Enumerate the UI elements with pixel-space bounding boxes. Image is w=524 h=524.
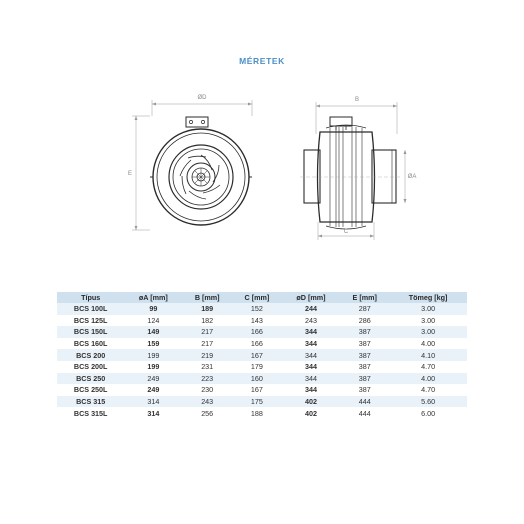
side-c-label: C bbox=[343, 229, 349, 235]
table-cell: 256 bbox=[182, 407, 232, 419]
table-cell: 402 bbox=[282, 396, 341, 408]
table-cell: 175 bbox=[232, 396, 282, 408]
table-cell: 143 bbox=[232, 315, 282, 327]
table-cell: 344 bbox=[282, 326, 341, 338]
table-cell: 244 bbox=[282, 303, 341, 315]
table-cell: 287 bbox=[340, 303, 389, 315]
table-cell: 199 bbox=[124, 361, 182, 373]
table-cell: 387 bbox=[340, 361, 389, 373]
table-cell: 160 bbox=[232, 373, 282, 385]
col-header-type: Típus bbox=[57, 292, 124, 303]
dimensions-table bbox=[57, 292, 467, 419]
table-cell: 167 bbox=[232, 349, 282, 361]
table-cell: 166 bbox=[232, 326, 282, 338]
side-view bbox=[300, 102, 407, 240]
side-a-label: ØA bbox=[407, 174, 417, 180]
table-cell: 149 bbox=[124, 326, 182, 338]
table-cell: 344 bbox=[282, 361, 341, 373]
table-cell: 166 bbox=[232, 338, 282, 350]
table-row bbox=[57, 315, 467, 327]
table-cell: 387 bbox=[340, 326, 389, 338]
front-e-label: E bbox=[127, 171, 133, 177]
table-cell: 249 bbox=[124, 373, 182, 385]
table-cell: 344 bbox=[282, 384, 341, 396]
table-cell: 4.00 bbox=[389, 338, 467, 350]
col-header-c: C [mm] bbox=[232, 292, 282, 303]
table-cell: 217 bbox=[182, 338, 232, 350]
table-cell: 344 bbox=[282, 349, 341, 361]
table-cell: 5.60 bbox=[389, 396, 467, 408]
table-body bbox=[57, 303, 467, 419]
table-cell: 286 bbox=[340, 315, 389, 327]
table-row bbox=[57, 373, 467, 385]
table-cell: 243 bbox=[182, 396, 232, 408]
table-cell: 124 bbox=[124, 315, 182, 327]
table-cell: 3.00 bbox=[389, 315, 467, 327]
table-cell: 167 bbox=[232, 384, 282, 396]
table-cell: 231 bbox=[182, 361, 232, 373]
table-cell-type: BCS 200L bbox=[57, 361, 124, 373]
table-cell: 444 bbox=[340, 407, 389, 419]
table-cell: 152 bbox=[232, 303, 282, 315]
table-cell: 199 bbox=[124, 349, 182, 361]
front-od-label: ØD bbox=[197, 95, 207, 101]
table-cell: 3.00 bbox=[389, 326, 467, 338]
table-cell-type: BCS 200 bbox=[57, 349, 124, 361]
table-cell: 387 bbox=[340, 384, 389, 396]
table-row bbox=[57, 338, 467, 350]
col-header-b: B [mm] bbox=[182, 292, 232, 303]
table-cell: 6.00 bbox=[389, 407, 467, 419]
table-cell: 99 bbox=[124, 303, 182, 315]
table-cell: 159 bbox=[124, 338, 182, 350]
table-cell-type: BCS 250L bbox=[57, 384, 124, 396]
front-view bbox=[132, 100, 252, 230]
table-cell: 314 bbox=[124, 407, 182, 419]
table-cell-type: BCS 315 bbox=[57, 396, 124, 408]
table-cell: 179 bbox=[232, 361, 282, 373]
col-header-weight: Tömeg [kg] bbox=[389, 292, 467, 303]
table-cell: 182 bbox=[182, 315, 232, 327]
table-cell-type: BCS 125L bbox=[57, 315, 124, 327]
table-row bbox=[57, 407, 467, 419]
table-cell: 314 bbox=[124, 396, 182, 408]
table-header-row bbox=[57, 292, 467, 303]
col-header-a: øA [mm] bbox=[124, 292, 182, 303]
table-cell-type: BCS 315L bbox=[57, 407, 124, 419]
table-row bbox=[57, 361, 467, 373]
table-cell: 402 bbox=[282, 407, 341, 419]
table-cell: 217 bbox=[182, 326, 232, 338]
table-cell: 230 bbox=[182, 384, 232, 396]
table-cell: 219 bbox=[182, 349, 232, 361]
table-cell: 4.70 bbox=[389, 384, 467, 396]
table-cell: 3.00 bbox=[389, 303, 467, 315]
table-cell: 223 bbox=[182, 373, 232, 385]
table-cell: 444 bbox=[340, 396, 389, 408]
table-cell: 243 bbox=[282, 315, 341, 327]
table-row bbox=[57, 303, 467, 315]
table-row bbox=[57, 326, 467, 338]
table-cell: 188 bbox=[232, 407, 282, 419]
table-cell: 249 bbox=[124, 384, 182, 396]
table-row bbox=[57, 384, 467, 396]
page-title: MÉRETEK bbox=[239, 56, 285, 66]
table-cell: 4.00 bbox=[389, 373, 467, 385]
table-cell-type: BCS 150L bbox=[57, 326, 124, 338]
table-cell-type: BCS 250 bbox=[57, 373, 124, 385]
table-cell: 4.10 bbox=[389, 349, 467, 361]
table-cell: 344 bbox=[282, 338, 341, 350]
col-header-d: øD [mm] bbox=[282, 292, 341, 303]
col-header-e: E [mm] bbox=[340, 292, 389, 303]
table-cell: 387 bbox=[340, 338, 389, 350]
side-b-label: B bbox=[354, 97, 360, 103]
table-cell: 387 bbox=[340, 349, 389, 361]
table-cell-type: BCS 160L bbox=[57, 338, 124, 350]
table-row bbox=[57, 396, 467, 408]
table-cell: 387 bbox=[340, 373, 389, 385]
table-cell-type: BCS 100L bbox=[57, 303, 124, 315]
table-row bbox=[57, 349, 467, 361]
table-cell: 189 bbox=[182, 303, 232, 315]
table-cell: 344 bbox=[282, 373, 341, 385]
table-cell: 4.70 bbox=[389, 361, 467, 373]
